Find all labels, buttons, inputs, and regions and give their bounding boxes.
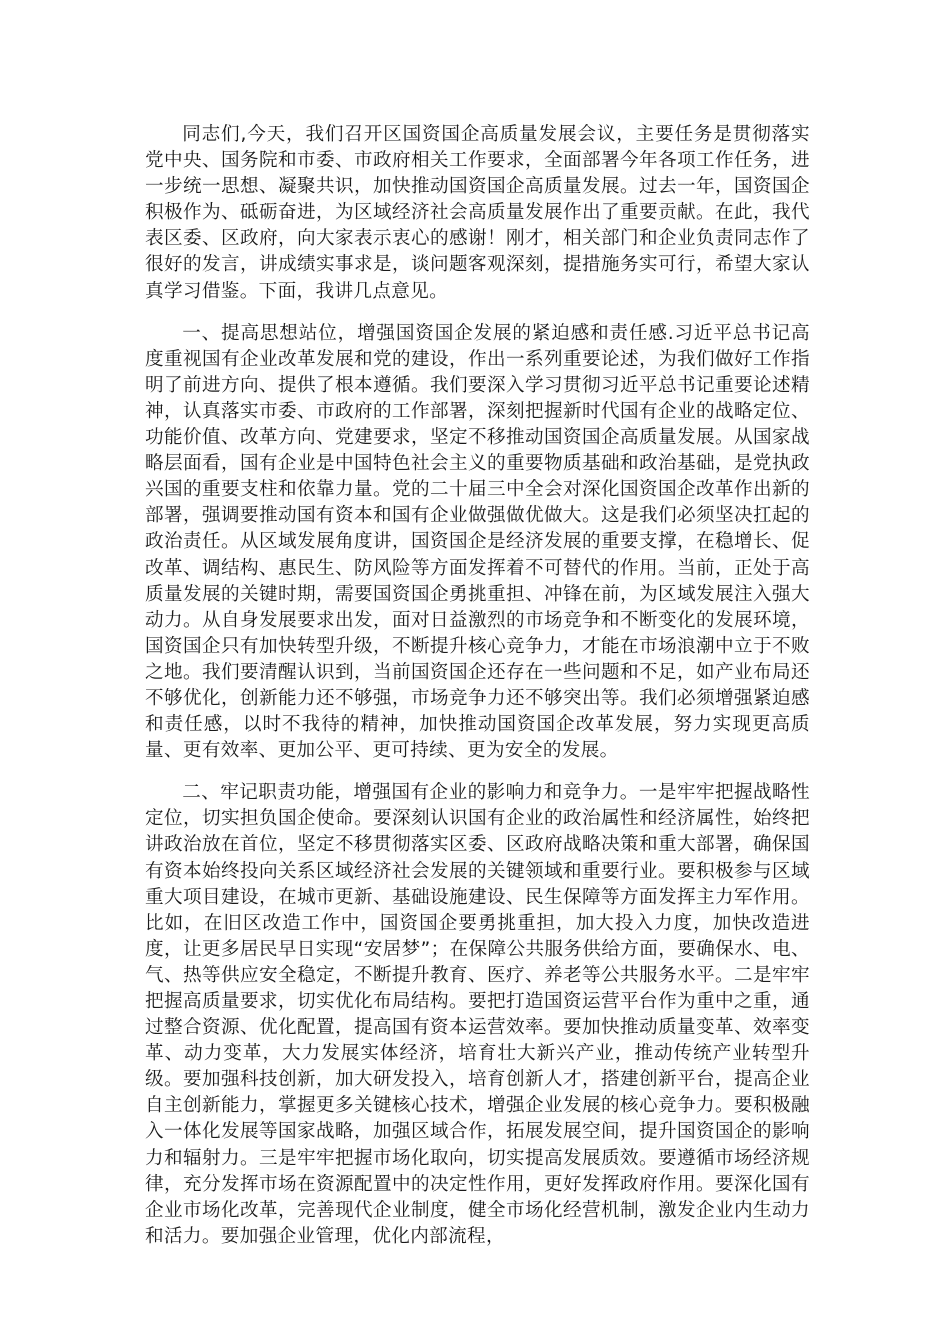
paragraph-section-two: 二、牢记职责功能，增强国有企业的影响力和竞争力。一是牢牢把握战略性定位，切实担负国企使命。要深刻认识国有企业的政治属性和经济属性，始终把讲政治放在首位，坚定不移贯彻落实区委、区政府战略决策和重大部署，确保国有资本始终投向关系区域经济社会发展的关键领域和重要行业。要积极参与区域重大项目建设，在城市更新、基础设施建设、民生保障等方面发挥主力军作用。比如，在旧区改造工作中，国资国企要勇挑重担，加大投入力度，加快改造进度，让更多居民早日实现“安居梦”；在保障公共服务供给方面，要确保水、电、气、热等供应安全稳定，不断提升教育、医疗、养老等公共服务水平。二是牢牢把握高质量要求，切实优化布局结构。要把打造国资运营平台作为重中之重，通过整合资源、优化配置，提高国有资本运营效率。要加快推动质量变革、效率变革、动力变革，大力发展实体经济，培育壮大新兴产业，推动传统产业转型升级。要加强科技创新，加大研发投入，培育创新人才，搭建创新平台，提高企业自主创新能力，掌握更多关键核心技术，增强企业发展的核心竞争力。要积极融入一体化发展等国家战略，加强区域合作，拓展发展空间，提升国资国企的影响力和辐射力。三是牢牢把握市场化取向，切实提高发展质效。要遵循市场经济规律，充分发挥市场在资源配置中的决定性作用，更好发挥政府作用。要深化国有企业市场化改革，完善现代企业制度，健全市场化经营机制，激发企业内生动力和活力。要加强企业管理，优化内部流程， — [145, 782, 810, 1247]
paragraph-section-one: 一、提高思想站位，增强国资国企发展的紧迫感和责任感.习近平总书记高度重视国有企业改革发展和党的建设，作出一系列重要论述，为我们做好工作指明了前进方向、提供了根本遵循。我们要深入学习贯彻习近平总书记重要论述精神，认真落实市委、市政府的工作部署，深刻把握新时代国有企业的战略定位、功能价值、改革方向、党建要求，坚定不移推动国资国企高质量发展。从国家战略层面看，国有企业是中国特色社会主义的重要物质基础和政治基础，是党执政兴国的重要支柱和依靠力量。党的二十届三中全会对深化国资国企改革作出新的部署，强调要推动国有资本和国有企业做强做优做大。这是我们必须坚决扛起的政治责任。从区域发展角度讲，国资国企是经济发展的重要支撑，在稳增长、促改革、调结构、惠民生、防风险等方面发挥着不可替代的作用。当前，正处于高质量发展的关键时期，需要国资国企勇挑重担、冲锋在前，为区域发展注入强大动力。从自身发展要求出发，面对日益激烈的市场竞争和不断变化的发展环境，国资国企只有加快转型升级，不断提升核心竞争力，才能在市场浪潮中立于不败之地。我们要清醒认识到，当前国资国企还存在一些问题和不足，如产业布局还不够优化，创新能力还不够强，市场竞争力还不够突出等。我们必须增强紧迫感和责任感，以时不我待的精神，加快推动国资国企改革发展，努力实现更高质量、更有效率、更加公平、更可持续、更为安全的发展。 — [145, 322, 810, 762]
paragraph-opening: 同志们,今天，我们召开区国资国企高质量发展会议，主要任务是贯彻落实党中央、国务院和市委、市政府相关工作要求，全面部署今年各项工作任务，进一步统一思想、凝聚共识，加快推动国资国企高质量发展。过去一年，国资国企积极作为、砥砺奋进，为区域经济社会高质量发展作出了重要贡献。在此，我代表区委、区政府，向大家表示衷心的感谢！刚才，相关部门和企业负责同志作了很好的发言，讲成绩实事求是，谈问题客观深刻，提措施务实可行，希望大家认真学习借鉴。下面，我讲几点意见。 — [145, 124, 810, 302]
